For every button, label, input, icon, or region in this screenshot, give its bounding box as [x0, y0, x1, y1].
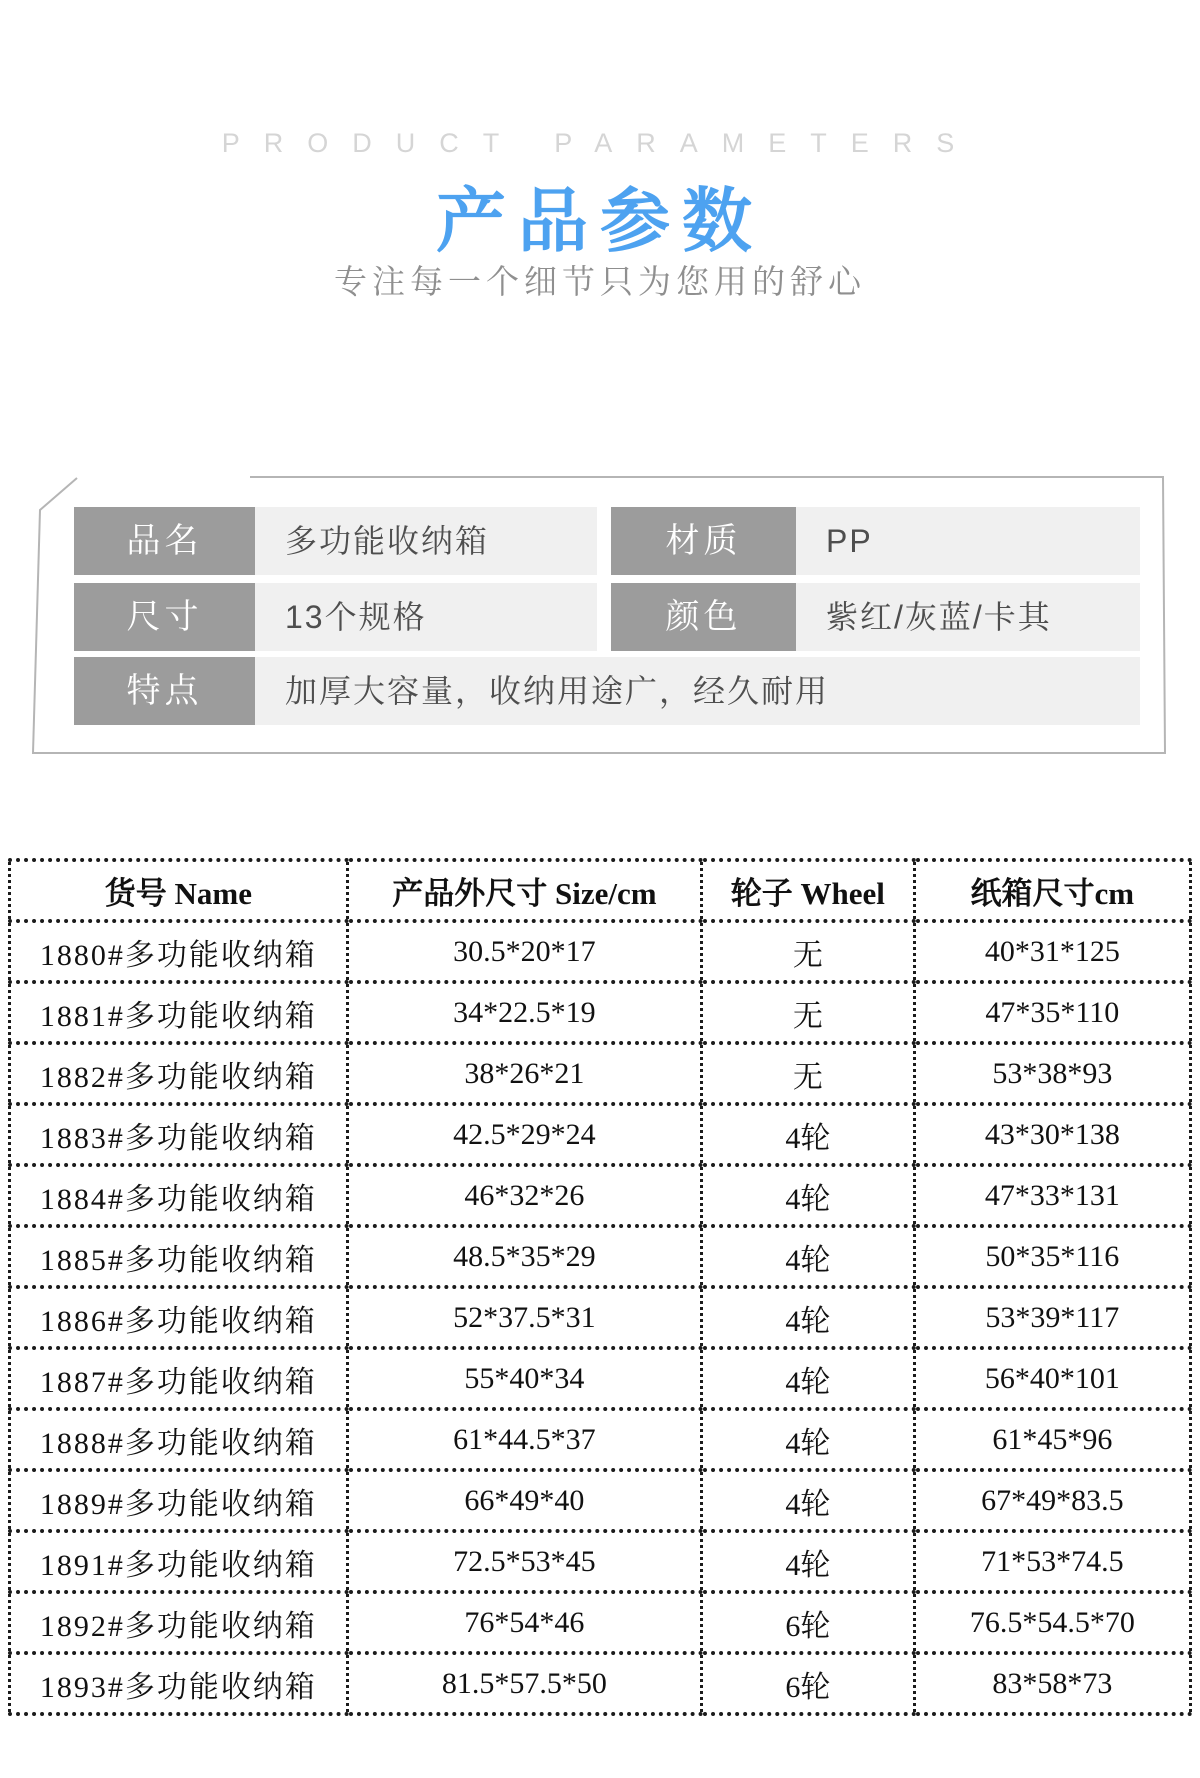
cell-name: 1881#多功能收纳箱 — [10, 982, 348, 1043]
cell-wheel: 6轮 — [702, 1592, 915, 1653]
cell-size: 46*32*26 — [347, 1165, 701, 1226]
cell-carton: 67*49*83.5 — [914, 1470, 1190, 1531]
cell-carton: 43*30*138 — [914, 1104, 1190, 1165]
cell-wheel: 4轮 — [702, 1348, 915, 1409]
table-row — [10, 1043, 1191, 1104]
cell-size: 55*40*34 — [347, 1348, 701, 1409]
cell-size: 52*37.5*31 — [347, 1287, 701, 1348]
cell-name: 1887#多功能收纳箱 — [10, 1348, 348, 1409]
cell-carton: 53*39*117 — [914, 1287, 1190, 1348]
page-title: 产品参数 — [436, 182, 764, 260]
spec-label-material: 材质 — [611, 507, 796, 575]
table-row — [10, 1531, 1191, 1592]
cell-carton: 53*38*93 — [914, 1043, 1190, 1104]
spec-value-feature: 加厚大容量，收纳用途广，经久耐用 — [255, 657, 1140, 725]
cell-carton: 50*35*116 — [914, 1226, 1190, 1287]
spec-label-color: 颜色 — [611, 583, 796, 651]
table-row — [10, 1592, 1191, 1653]
col-header-name: 货号 Name — [10, 860, 348, 921]
cell-size: 30.5*20*17 — [347, 921, 701, 982]
cell-wheel: 4轮 — [702, 1287, 915, 1348]
cell-wheel: 4轮 — [702, 1409, 915, 1470]
col-header-wheel: 轮子 Wheel — [702, 860, 915, 921]
spec-value-size: 13个规格 — [255, 583, 597, 651]
cell-size: 76*54*46 — [347, 1592, 701, 1653]
spec-label-product-name: 品名 — [74, 507, 255, 575]
cell-wheel: 无 — [702, 982, 915, 1043]
cell-wheel: 4轮 — [702, 1531, 915, 1592]
cell-name: 1888#多功能收纳箱 — [10, 1409, 348, 1470]
cell-name: 1891#多功能收纳箱 — [10, 1531, 348, 1592]
table-row — [10, 1470, 1191, 1531]
col-header-size: 产品外尺寸 Size/cm — [347, 860, 701, 921]
cell-size: 48.5*35*29 — [347, 1226, 701, 1287]
cell-size: 72.5*53*45 — [347, 1531, 701, 1592]
size-table — [8, 858, 1192, 1716]
cell-name: 1889#多功能收纳箱 — [10, 1470, 348, 1531]
cell-wheel: 4轮 — [702, 1104, 915, 1165]
cell-wheel: 4轮 — [702, 1226, 915, 1287]
col-header-carton: 纸箱尺寸cm — [914, 860, 1190, 921]
cell-size: 61*44.5*37 — [347, 1409, 701, 1470]
table-row — [10, 1165, 1191, 1226]
spec-label-feature: 特点 — [74, 657, 255, 725]
cell-wheel: 6轮 — [702, 1653, 915, 1714]
page-subtitle: 专注每一个细节只为您用的舒心 — [334, 263, 866, 300]
spec-label-size: 尺寸 — [74, 583, 255, 651]
cell-size: 81.5*57.5*50 — [347, 1653, 701, 1714]
cell-carton: 56*40*101 — [914, 1348, 1190, 1409]
table-row — [10, 1226, 1191, 1287]
table-row — [10, 1104, 1191, 1165]
cell-carton: 83*58*73 — [914, 1653, 1190, 1714]
cell-wheel: 4轮 — [702, 1165, 915, 1226]
table-row — [10, 1653, 1191, 1714]
cell-name: 1883#多功能收纳箱 — [10, 1104, 348, 1165]
cell-name: 1892#多功能收纳箱 — [10, 1592, 348, 1653]
table-header-row — [10, 860, 1191, 921]
cell-size: 66*49*40 — [347, 1470, 701, 1531]
cell-name: 1886#多功能收纳箱 — [10, 1287, 348, 1348]
cell-size: 38*26*21 — [347, 1043, 701, 1104]
cell-wheel: 无 — [702, 921, 915, 982]
spec-value-material: PP — [796, 507, 1140, 575]
cell-carton: 76.5*54.5*70 — [914, 1592, 1190, 1653]
table-row — [10, 921, 1191, 982]
cell-name: 1884#多功能收纳箱 — [10, 1165, 348, 1226]
cell-carton: 61*45*96 — [914, 1409, 1190, 1470]
cell-name: 1882#多功能收纳箱 — [10, 1043, 348, 1104]
table-row — [10, 982, 1191, 1043]
eyebrow-text: PRODUCT PARAMETERS — [221, 128, 979, 158]
table-row — [10, 1287, 1191, 1348]
cell-size: 34*22.5*19 — [347, 982, 701, 1043]
cell-wheel: 4轮 — [702, 1470, 915, 1531]
cell-wheel: 无 — [702, 1043, 915, 1104]
cell-name: 1880#多功能收纳箱 — [10, 921, 348, 982]
cell-name: 1893#多功能收纳箱 — [10, 1653, 348, 1714]
spec-value-product-name: 多功能收纳箱 — [255, 507, 597, 575]
cell-name: 1885#多功能收纳箱 — [10, 1226, 348, 1287]
table-row — [10, 1348, 1191, 1409]
cell-carton: 47*33*131 — [914, 1165, 1190, 1226]
cell-carton: 40*31*125 — [914, 921, 1190, 982]
spec-value-color: 紫红/灰蓝/卡其 — [796, 583, 1140, 651]
cell-size: 42.5*29*24 — [347, 1104, 701, 1165]
table-row — [10, 1409, 1191, 1470]
cell-carton: 47*35*110 — [914, 982, 1190, 1043]
cell-carton: 71*53*74.5 — [914, 1531, 1190, 1592]
